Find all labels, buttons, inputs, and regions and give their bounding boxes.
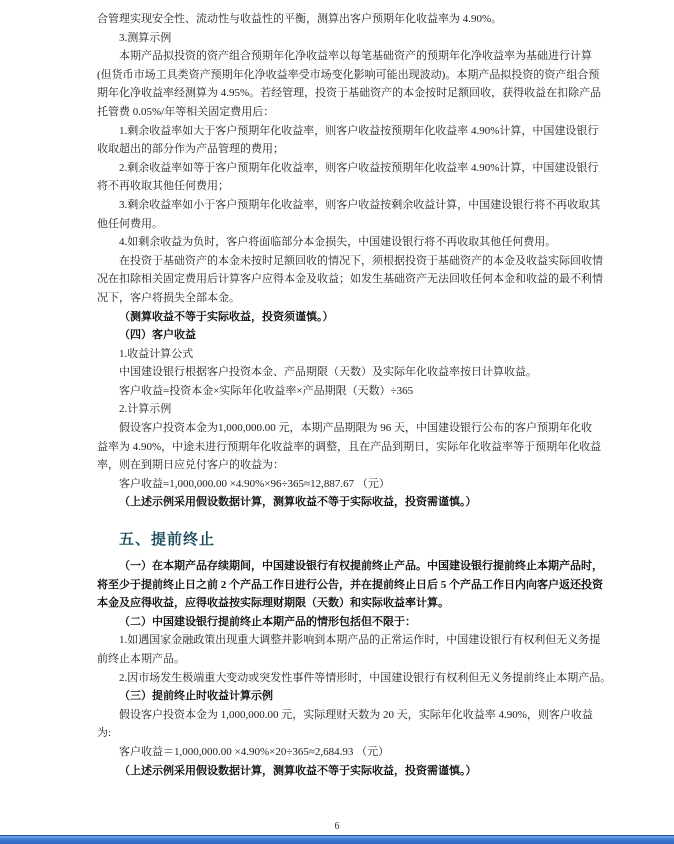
text-line: 在投资于基础资产的本金未按时足额回收的情况下，须根据投资于基础资产的本金及收益实际回收情 xyxy=(119,254,603,267)
text-line: 假设客户投资本金为1,000,000.00 元，本期产品期限为 96 天，中国建设银行公布的客户预期年化收 xyxy=(119,422,592,435)
text-line: 客户收益=投资本金×实际年化收益率×产品期限（天数）÷365 xyxy=(119,384,414,397)
text-line: 将至少于提前终止日之前 2 个产品工作日进行公告，并在提前终止日后 5 个产品工作日内向客户返还投资 xyxy=(97,578,603,591)
text-line: 2.因市场发生极端重大变动或突发性事件等情形时，中国建设银行有权利但无义务提前终止本期产品。 xyxy=(119,671,612,684)
text-line: 2.计算示例 xyxy=(119,403,172,416)
text-line: 客户收益=1,000,000.00 ×4.90%×96÷365≈12,887.67 （元） xyxy=(119,477,390,490)
text-line: 益率为 4.90%，中途未进行预期年化收益率的调整，且在产品到期日，实际年化收益率等于预期年化收益 xyxy=(97,440,602,453)
text-line: 期年化净收益率经测算为 4.95%。若经管理，投资于基础资产的本金按时足额回收，获得收益在扣除产品 xyxy=(97,87,602,100)
text-line: 收取超出的部分作为产品管理的费用； xyxy=(97,143,284,156)
text-line: 为: xyxy=(97,727,112,740)
footer-bar xyxy=(0,835,674,844)
text-line: （测算收益不等于实际收益，投资须谨慎。） xyxy=(119,310,334,323)
text-line: 假设客户投资本金为 1,000,000.00 元，实际理财天数为 20 天，实际年化收益率 4.90%，则客户收益 xyxy=(119,708,593,721)
text-line: 客户收益＝1,000,000.00 ×4.90%×20÷365≈2,684.93 （元） xyxy=(119,745,390,758)
text-line: （四）客户收益 xyxy=(119,329,196,342)
text-line: 他任何费用。 xyxy=(97,217,163,230)
text-line: 本期产品拟投资的资产组合预期年化净收益率以每笔基础资产的预期年化净收益率为基础进行计算 xyxy=(119,50,592,63)
text-line: （二）中国建设银行提前终止本期产品的情形包括但不限于： xyxy=(119,615,416,628)
text-line: （上述示例采用假设数据计算，测算收益不等于实际收益，投资需谨慎。） xyxy=(119,764,477,777)
text-line: 3.剩余收益率如小于客户预期年化收益率，则客户收益按剩余收益计算，中国建设银行将不再收取其 xyxy=(119,198,601,211)
text-line: 1.如遇国家金融政策出现重大调整并影响到本期产品的正常运作时，中国建设银行有权利但无义务提 xyxy=(119,634,601,647)
text-line: 托管费 0.05%/年等相关固定费用后： xyxy=(97,105,275,118)
text-line: 1.剩余收益率如大于客户预期年化收益率，则客户收益按预期年化收益率 4.90%计算，中国建设银行 xyxy=(119,124,599,137)
text-line: 率，则在到期日应兑付客户的收益为： xyxy=(97,459,284,472)
intro-paragraphs xyxy=(97,10,603,512)
section5-paragraphs xyxy=(97,557,612,780)
text-line: （一）在本期产品存续期间，中国建设银行有权提前终止产品。中国建设银行提前终止本期产品时， xyxy=(119,560,603,573)
text-line: 前终止本期产品。 xyxy=(97,653,185,665)
text-line: 况下，客户将损失全部本金。 xyxy=(97,291,240,304)
text-line: 3.测算示例 xyxy=(119,31,172,44)
text-line: 将不再收取其他任何费用； xyxy=(97,180,229,193)
text-line: (但货币市场工具类资产预期年化净收益率受市场变化影响可能出现波动)。本期产品拟投资的资产组合预 xyxy=(97,68,600,81)
document-body xyxy=(97,10,612,780)
text-line: 1.收益计算公式 xyxy=(119,347,194,360)
section-heading: 五、提前终止 xyxy=(119,532,216,549)
text-line: 中国建设银行根据客户投资本金、产品期限（天数）及实际年化收益率按日计算收益。 xyxy=(119,366,537,379)
page-number: 6 xyxy=(334,821,340,832)
text-line: （三）提前终止时收益计算示例 xyxy=(119,690,273,703)
text-line: 合管理实现安全性、流动性与收益性的平衡，测算出客户预期年化收益率为 4.90%。 xyxy=(97,13,503,25)
text-line: 况在扣除相关固定费用后计算客户应得本金及收益；如发生基础资产无法回收任何本金和收益的最不利情 xyxy=(97,273,603,286)
text-line: 4.如剩余收益为负时，客户将面临部分本金损失，中国建设银行将不再收取其他任何费用。 xyxy=(119,236,557,249)
text-line: 本金及应得收益，应得收益按实际理财期限（天数）和实际收益率计算。 xyxy=(97,597,449,610)
text-line: （上述示例采用假设数据计算，测算收益不等于实际收益，投资需谨慎。） xyxy=(119,496,477,509)
text-line: 2.剩余收益率如等于客户预期年化收益率，则客户收益按预期年化收益率 4.90%计算，中国建设银行 xyxy=(119,161,599,174)
